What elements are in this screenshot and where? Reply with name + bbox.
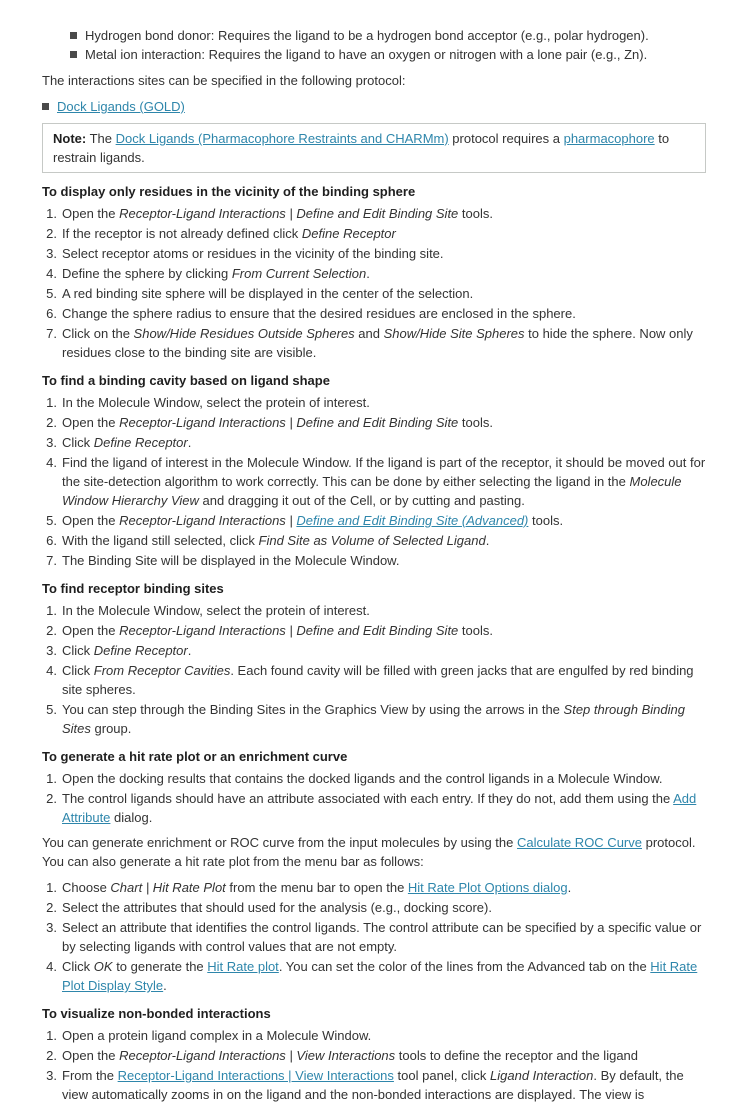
text-run: Click on the (62, 326, 134, 341)
list-item (42, 789, 706, 827)
list-item-text (62, 1066, 706, 1104)
list-item (42, 324, 706, 362)
list-item-text (62, 878, 706, 897)
list-item (42, 769, 706, 788)
text-run: . By default, the view automatically zooms in on the ligand and the non-bonded interactions are displayed. The view is (62, 1068, 684, 1102)
text-run: . (187, 643, 192, 658)
text-run: Click (62, 663, 94, 678)
text-run: to restrain ligands. (53, 131, 670, 165)
text-run: tools. (458, 623, 493, 638)
list-number: 2. (46, 900, 57, 915)
list-item-text (85, 26, 649, 45)
list-item-text (62, 551, 706, 570)
link-add-attribute[interactable]: Add Attribute (62, 791, 697, 825)
section-heading: To find receptor binding sites (42, 581, 224, 596)
list-number: 3. (46, 643, 57, 658)
text-run: and (354, 326, 384, 341)
link-dock-ligands-pharmacophore-restraints-an[interactable]: Dock Ligands (Pharmacophore Restraints and CHARMm) (115, 131, 449, 146)
list-number: 1. (46, 880, 57, 895)
list-item (42, 1046, 706, 1065)
text-run: The control ligands should have an attribute associated with each entry. If they do not, add them using the (62, 791, 674, 806)
list-item (42, 264, 706, 283)
text-run: Receptor-Ligand Interactions | Define and Edit Binding Site (119, 206, 459, 221)
bullet-list (42, 26, 706, 64)
text-run: Step through Binding Sites (62, 702, 685, 736)
text-run: You can step through the Binding Sites in the Graphics View by using the arrows in the (62, 702, 564, 717)
list-number: 4. (46, 266, 57, 281)
list-item (70, 26, 706, 45)
text-run: The Binding Site will be displayed in the Molecule Window. (62, 553, 400, 568)
list-item-text (62, 284, 706, 303)
list-item-text (62, 304, 706, 323)
paragraph (42, 833, 706, 871)
text-run: Define Receptor (93, 643, 188, 658)
text-run: Open the docking results that contains the docked ligands and the control ligands in a Molecule Window. (62, 771, 663, 786)
ordered-list (42, 878, 706, 995)
text-run: From Current Selection (231, 266, 367, 281)
text-run: A red binding site sphere will be displayed in the center of the selection. (62, 286, 474, 301)
list-item-text (62, 700, 706, 738)
list-item (42, 641, 706, 660)
text-run: Define the sphere by clicking (62, 266, 232, 281)
text-run: Receptor-Ligand Interactions | (119, 513, 297, 528)
text-run: If the receptor is not already defined click (62, 226, 302, 241)
list-item (42, 700, 706, 738)
list-item (42, 413, 706, 432)
list-number: 4. (46, 663, 57, 678)
list-item-text (62, 531, 706, 550)
text-run: Select the attributes that should used for the analysis (e.g., docking score). (62, 900, 492, 915)
text-run: Note: (53, 131, 87, 146)
list-item-text (62, 393, 706, 412)
link-hit-rate-plot[interactable]: Hit Rate plot (207, 959, 279, 974)
link-dock-ligands-gold[interactable]: Dock Ligands (GOLD) (57, 99, 185, 114)
text-run: tools. (458, 415, 493, 430)
text-run: OK (93, 959, 113, 974)
list-number: 1. (46, 1028, 57, 1043)
list-item-text (62, 1026, 706, 1045)
square-bullet-icon (42, 103, 49, 110)
list-item-text (62, 898, 706, 917)
list-item-text (62, 957, 706, 995)
bullet-list (42, 97, 706, 116)
text-run: Click (62, 959, 94, 974)
text-run: From the (62, 1068, 118, 1083)
list-item-text (62, 324, 706, 362)
list-item-text (62, 621, 706, 640)
square-bullet-icon (70, 51, 77, 58)
list-number: 3. (46, 435, 57, 450)
ordered-list (42, 204, 706, 362)
list-item-text (57, 97, 185, 116)
list-number: 6. (46, 533, 57, 548)
text-run: Ligand Interaction (490, 1068, 594, 1083)
text-run: Define Receptor (301, 226, 396, 241)
list-item-text (62, 264, 706, 283)
list-item-text (85, 45, 647, 64)
text-run: . (485, 533, 490, 548)
link-receptor-ligand-interactions-view-intera[interactable]: Receptor-Ligand Interactions | View Interactions (117, 1068, 394, 1083)
list-item (42, 97, 706, 116)
text-run: Select receptor atoms or residues in the vicinity of the binding site. (62, 246, 444, 261)
text-run: Molecule Window Hierarchy View (62, 474, 682, 508)
text-run: Chart | Hit Rate Plot (110, 880, 226, 895)
text-run: Select an attribute that identifies the control ligands. The control attribute can be specified by a specific value or by selecting ligands with control values that are not empty. (62, 920, 702, 954)
list-number: 4. (46, 455, 57, 470)
list-item (42, 531, 706, 550)
list-number: 3. (46, 920, 57, 935)
list-number: 3. (46, 1068, 57, 1083)
text-run: In the Molecule Window, select the protein of interest. (62, 603, 370, 618)
text-run: to generate the (112, 959, 208, 974)
list-item (42, 284, 706, 303)
list-item (42, 1026, 706, 1045)
list-item (42, 957, 706, 995)
list-item (42, 601, 706, 620)
text-run: Open the (62, 206, 120, 221)
list-item-text (62, 204, 706, 223)
list-number: 4. (46, 959, 57, 974)
text-run: and dragging it out of the Cell, or by cutting and pasting. (198, 493, 525, 508)
text-run: Open the (62, 623, 120, 638)
list-number: 5. (46, 513, 57, 528)
list-item-text (62, 789, 706, 827)
text-run: Open the (62, 513, 120, 528)
list-number: 5. (46, 702, 57, 717)
paragraph (42, 71, 706, 90)
text-run: tool panel, click (393, 1068, 491, 1083)
list-number: 6. (46, 306, 57, 321)
list-number: 2. (46, 623, 57, 638)
list-number: 3. (46, 246, 57, 261)
list-item-text (62, 224, 706, 243)
list-item (42, 393, 706, 412)
list-number: 1. (46, 206, 57, 221)
text-run: . (187, 435, 192, 450)
text-run: Open a protein ligand complex in a Molecule Window. (62, 1028, 372, 1043)
list-item-text (62, 413, 706, 432)
list-number: 1. (46, 395, 57, 410)
list-number: 2. (46, 791, 57, 806)
ordered-list (42, 1026, 706, 1104)
text-run: Receptor-Ligand Interactions | View Interactions (119, 1048, 396, 1063)
list-item-text (62, 433, 706, 452)
text-run: Choose (62, 880, 111, 895)
list-number: 5. (46, 286, 57, 301)
section-heading: To find a binding cavity based on ligand shape (42, 373, 330, 388)
text-run: group. (90, 721, 132, 736)
text-run: tools. (528, 513, 564, 528)
text-run: . (366, 266, 370, 281)
text-run: dialog. (110, 810, 153, 825)
ordered-list (42, 393, 706, 570)
list-item (42, 244, 706, 263)
list-item-text (62, 918, 706, 956)
text-run: Change the sphere radius to ensure that the desired residues are enclosed in the sphere. (62, 306, 576, 321)
link-hit-rate-plot-options-dialog[interactable]: Hit Rate Plot Options dialog (407, 880, 568, 895)
text-run: Show/Hide Residues Outside Spheres (133, 326, 355, 341)
list-item (70, 45, 706, 64)
section-heading: To generate a hit rate plot or an enrichment curve (42, 749, 348, 764)
note-box (42, 123, 706, 173)
list-item (42, 304, 706, 323)
link-hit-rate-plot-display-style[interactable]: Hit Rate Plot Display Style (62, 959, 698, 993)
list-item (42, 621, 706, 640)
list-item-text (62, 1046, 706, 1065)
text-run: to hide the sphere. Now only residues close to the binding site are visible. (62, 326, 693, 360)
text-run: Open the (62, 415, 120, 430)
list-number: 2. (46, 1048, 57, 1063)
text-run: The interactions sites can be specified in the following protocol: (42, 73, 406, 88)
text-run: From Receptor Cavities (93, 663, 231, 678)
text-run: Find the ligand of interest in the Molecule Window. If the ligand is part of the receptor, it should be moved out for the site-detection algorithm to work correctly. This can be done by either selecting the ligand in the (62, 455, 706, 489)
ordered-list (42, 769, 706, 827)
text-run: protocol requires a (448, 131, 564, 146)
section-heading: To visualize non-bonded interactions (42, 1006, 271, 1021)
text-run: tools to define the receptor and the ligand (395, 1048, 639, 1063)
list-number: 7. (46, 553, 57, 568)
section-heading: To display only residues in the vicinity of the binding sphere (42, 184, 416, 199)
text-run: . Each found cavity will be filled with green jacks that are engulfed by red binding site spheres. (62, 663, 694, 697)
text-run: Metal ion interaction: Requires the ligand to have an oxygen or nitrogen with a lone pair (e.g., Zn). (85, 47, 648, 62)
text-run: tools. (458, 206, 493, 221)
list-item (42, 204, 706, 223)
list-item-text (62, 453, 706, 510)
list-item-text (62, 661, 706, 699)
ordered-list (42, 601, 706, 738)
list-item-text (62, 641, 706, 660)
text-run: protocol. You can also generate a hit rate plot from the menu bar as follows: (42, 835, 696, 869)
list-item (42, 433, 706, 452)
list-number: 1. (46, 771, 57, 786)
text-run: Click (62, 435, 94, 450)
list-number: 7. (46, 326, 57, 341)
text-run: Define Receptor (93, 435, 188, 450)
link-calculate-roc-curve[interactable]: Calculate ROC Curve (517, 835, 642, 850)
list-number: 2. (46, 226, 57, 241)
text-run: Open the (62, 1048, 120, 1063)
list-item-text (62, 769, 706, 788)
link-define-and-edit-binding-site-advanced[interactable]: Define and Edit Binding Site (Advanced) (296, 513, 529, 528)
list-number: 2. (46, 415, 57, 430)
text-run: . (567, 880, 572, 895)
text-run: Show/Hide Site Spheres (383, 326, 525, 341)
text-run: Click (62, 643, 94, 658)
text-run: Receptor-Ligand Interactions | Define and Edit Binding Site (119, 623, 459, 638)
list-item (42, 224, 706, 243)
square-bullet-icon (70, 32, 77, 39)
list-item-text (62, 244, 706, 263)
text-run: The (86, 131, 116, 146)
text-run: . You can set the color of the lines from the Advanced tab on the (278, 959, 651, 974)
list-number: 1. (46, 603, 57, 618)
list-item (42, 898, 706, 917)
text-run: Receptor-Ligand Interactions | Define and Edit Binding Site (119, 415, 459, 430)
text-run: With the ligand still selected, click (62, 533, 259, 548)
link-pharmacophore[interactable]: pharmacophore (563, 131, 655, 146)
list-item-text (62, 511, 706, 530)
list-item (42, 918, 706, 956)
text-run: In the Molecule Window, select the protein of interest. (62, 395, 370, 410)
list-item (42, 661, 706, 699)
text-run: You can generate enrichment or ROC curve from the input molecules by using the (42, 835, 517, 850)
text-run: Hydrogen bond donor: Requires the ligand to be a hydrogen bond acceptor (e.g., polar hydrogen). (85, 28, 649, 43)
text-run: Find Site as Volume of Selected Ligand (258, 533, 486, 548)
list-item (42, 551, 706, 570)
text-run: from the menu bar to open the (225, 880, 408, 895)
text-run: . (163, 978, 167, 993)
list-item (42, 878, 706, 897)
list-item (42, 453, 706, 510)
list-item-text (62, 601, 706, 620)
list-item (42, 511, 706, 530)
list-item (42, 1066, 706, 1104)
